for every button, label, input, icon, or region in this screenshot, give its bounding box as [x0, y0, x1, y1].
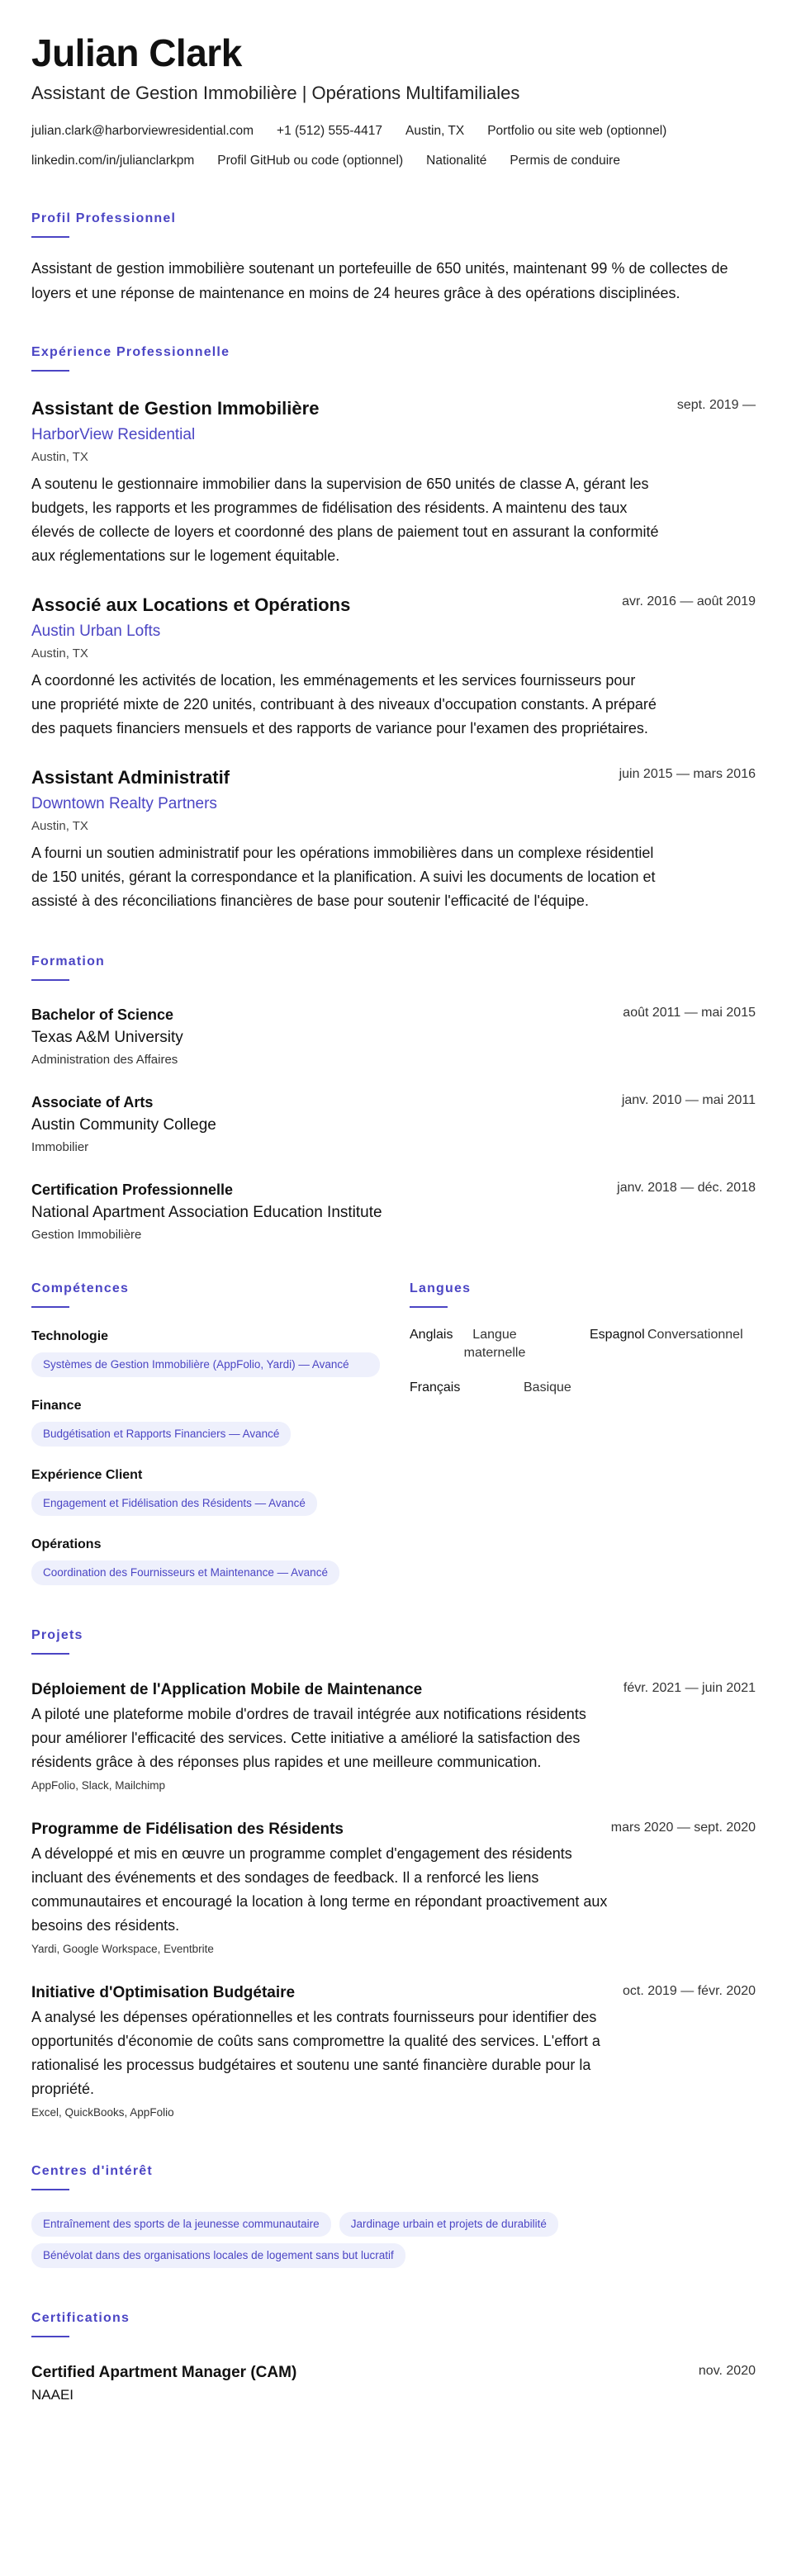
section-experience [31, 343, 756, 913]
section-divider [31, 979, 69, 981]
skill-tag: Systèmes de Gestion Immobilière (AppFolio, Yardi) — Avancé [31, 1352, 380, 1377]
section-title: Certifications [31, 2311, 130, 2325]
section-education [31, 953, 756, 1243]
education-degree: Associate of Arts [31, 1094, 154, 1110]
section-projects [31, 1627, 756, 2121]
section-divider [410, 1306, 448, 1308]
project-date: févr. 2021 — juin 2021 [623, 1681, 756, 1695]
job-title: Associé aux Locations et Opérations [31, 594, 351, 615]
project-tech: Excel, QuickBooks, AppFolio [31, 2106, 174, 2119]
language-level: Basique [524, 1380, 571, 1395]
education-school: Austin Community College [31, 1116, 216, 1134]
education-field: Immobilier [31, 1140, 89, 1154]
job-description: A fourni un soutien administratif pour les opérations immobilières dans un complexe résidentiel de 150 unités, gérant la correspondance et la planification. A suivi les documents de location et assisté à des réconciliations financières de base pour soutenir l'efficacité de l'équipe. [31, 845, 656, 909]
contact-location: Austin, TX [405, 124, 465, 138]
contact-portfolio[interactable]: Portfolio ou site web (optionnel) [487, 124, 667, 138]
skills-languages-row [31, 1280, 756, 1585]
certification-name: Certified Apartment Manager (CAM) [31, 2364, 297, 2381]
education-entry [31, 1091, 756, 1156]
job-company: Austin Urban Lofts [31, 623, 161, 640]
job-location: Austin, TX [31, 646, 88, 661]
education-entry [31, 1179, 756, 1243]
project-entry [31, 1982, 756, 2121]
education-date: août 2011 — mai 2015 [623, 1006, 756, 1020]
section-divider [31, 236, 69, 238]
education-field: Administration des Affaires [31, 1053, 178, 1067]
education-date: janv. 2018 — déc. 2018 [617, 1181, 756, 1195]
skill-category: Finance [31, 1399, 82, 1413]
job-location: Austin, TX [31, 819, 88, 833]
education-degree: Bachelor of Science [31, 1006, 174, 1023]
job-date: avr. 2016 — août 2019 [622, 594, 756, 608]
job-description: A coordonné les activités de location, les emménagements et les services fournisseurs pour une propriété mixte de 220 unités, contribuant à des niveaux d'occupation constants. A préparé des paquets financiers mensuels et des rapports de variance pour l'examen des propriétaires. [31, 672, 657, 736]
education-date: janv. 2010 — mai 2011 [621, 1093, 756, 1107]
section-title: Formation [31, 954, 106, 968]
job-date: sept. 2019 — [676, 398, 756, 412]
language-level: Conversationnel [647, 1328, 743, 1342]
project-description: A analysé les dépenses opérationnelles et les contrats fournisseurs pour identifier des opportunités d'économie de coûts sans compromettre la qualité des services. L'effort a rationalisé les processus budgétaires et soutenu une santé financière durable pour la propriété. [31, 2009, 600, 2097]
section-certifications [31, 2309, 756, 2405]
skill-category: Opérations [31, 1537, 102, 1551]
certification-entry [31, 2362, 756, 2405]
language-name: Espagnol [590, 1328, 645, 1342]
education-school: Texas A&M University [31, 1029, 183, 1046]
contact-nationality: Nationalité [426, 154, 487, 168]
job-entry [31, 765, 756, 913]
skill-group [31, 1328, 410, 1377]
profile-summary: Assistant de gestion immobilière soutenant un portefeuille de 650 unités, maintenant 99 % de collectes de loyers et une réponse de maintenance en moins de 24 heures grâce à des opérations disciplinées. [31, 260, 728, 301]
section-divider [31, 2189, 69, 2190]
language-name: Français [410, 1380, 461, 1395]
contact-phone[interactable]: +1 (512) 555-4417 [277, 124, 382, 138]
project-title: Initiative d'Optimisation Budgétaire [31, 1984, 296, 2001]
language-list [410, 1326, 756, 1417]
education-entry [31, 1004, 756, 1068]
project-description: A piloté une plateforme mobile d'ordres de travail intégrée aux notifications résidents pour améliorer l'efficacité des services. Cette initiative a amélioré la satisfaction des résidents grâce à des réponses plus rapides et une meilleure communication. [31, 1706, 586, 1770]
section-profile [31, 210, 756, 305]
job-location: Austin, TX [31, 450, 88, 464]
contact-email[interactable]: julian.clark@harborviewresidential.com [31, 124, 254, 138]
section-title: Centres d'intérêt [31, 2164, 153, 2178]
section-divider [31, 2336, 69, 2337]
job-company: Downtown Realty Partners [31, 795, 217, 812]
section-title: Compétences [31, 1281, 130, 1295]
section-divider [31, 1653, 69, 1655]
job-title: Assistant Administratif [31, 767, 230, 788]
skill-group [31, 1466, 410, 1516]
skill-tag: Coordination des Fournisseurs et Maintenance — Avancé [31, 1560, 339, 1585]
job-description: A soutenu le gestionnaire immobilier dans la supervision de 650 unités de classe A, gérant les budgets, les rapports et les programmes de fidélisation des résidents. A maintenu des taux élevés de collecte de loyers et coordonné des plans de paiement tout en assurant la conformité aux réglementations sur le logement équitable. [31, 476, 659, 564]
section-languages [410, 1280, 756, 1585]
section-title: Profil Professionnel [31, 211, 177, 225]
section-divider [31, 1306, 69, 1308]
interest-tag: Jardinage urbain et projets de durabilité [339, 2212, 558, 2237]
education-degree: Certification Professionnelle [31, 1181, 234, 1198]
job-date: juin 2015 — mars 2016 [619, 767, 756, 781]
project-entry [31, 1819, 756, 1958]
project-date: mars 2020 — sept. 2020 [610, 1821, 756, 1835]
project-tech: Yardi, Google Workspace, Eventbrite [31, 1943, 214, 1955]
contact-license: Permis de conduire [510, 154, 620, 168]
project-entry [31, 1679, 756, 1794]
certification-issuer: NAAEI [31, 2387, 74, 2403]
header [31, 30, 756, 170]
section-title: Expérience Professionnelle [31, 345, 230, 359]
education-school: National Apartment Association Education Institute [31, 1204, 382, 1221]
section-divider [31, 370, 69, 372]
project-tech: AppFolio, Slack, Mailchimp [31, 1779, 166, 1792]
certification-date: nov. 2020 [698, 2364, 756, 2378]
skill-tag: Budgétisation et Rapports Financiers — Avancé [31, 1422, 291, 1447]
section-title: Projets [31, 1628, 83, 1642]
section-interests [31, 2162, 756, 2268]
interest-tag: Entraînement des sports de la jeunesse communautaire [31, 2212, 331, 2237]
skill-category: Technologie [31, 1329, 109, 1343]
project-date: oct. 2019 — févr. 2020 [623, 1984, 756, 1998]
section-title: Langues [410, 1281, 472, 1295]
job-title: Assistant de Gestion Immobilière [31, 398, 320, 419]
headline: Assistant de Gestion Immobilière | Opérations Multifamiliales [31, 83, 520, 103]
section-skills [31, 1280, 410, 1585]
job-company: HarborView Residential [31, 426, 196, 443]
language-level: Langue maternelle [463, 1328, 526, 1360]
skill-group [31, 1536, 410, 1585]
skill-group [31, 1397, 410, 1447]
contact-github[interactable]: Profil GitHub ou code (optionnel) [217, 154, 404, 168]
candidate-name: Julian Clark [31, 31, 242, 74]
project-title: Programme de Fidélisation des Résidents [31, 1821, 344, 1838]
interest-list [31, 2212, 756, 2268]
interest-tag: Bénévolat dans des organisations locales de logement sans but lucratif [31, 2243, 405, 2268]
job-entry [31, 396, 756, 568]
project-title: Déploiement de l'Application Mobile de Maintenance [31, 1681, 423, 1698]
job-entry [31, 593, 756, 741]
skill-tag: Engagement et Fidélisation des Résidents — Avancé [31, 1491, 317, 1516]
contact-list [31, 122, 742, 170]
education-field: Gestion Immobilière [31, 1228, 142, 1242]
language-name: Anglais [410, 1328, 453, 1342]
contact-linkedin[interactable]: linkedin.com/in/julianclarkpm [31, 154, 195, 168]
project-description: A développé et mis en œuvre un programme complet d'engagement des résidents incluant des événements et des sondages de feedback. Il a renforcé les liens communautaires et encouragé la location à long terme en répondant proactivement aux besoins des résidents. [31, 1845, 608, 1934]
skill-category: Expérience Client [31, 1468, 143, 1482]
